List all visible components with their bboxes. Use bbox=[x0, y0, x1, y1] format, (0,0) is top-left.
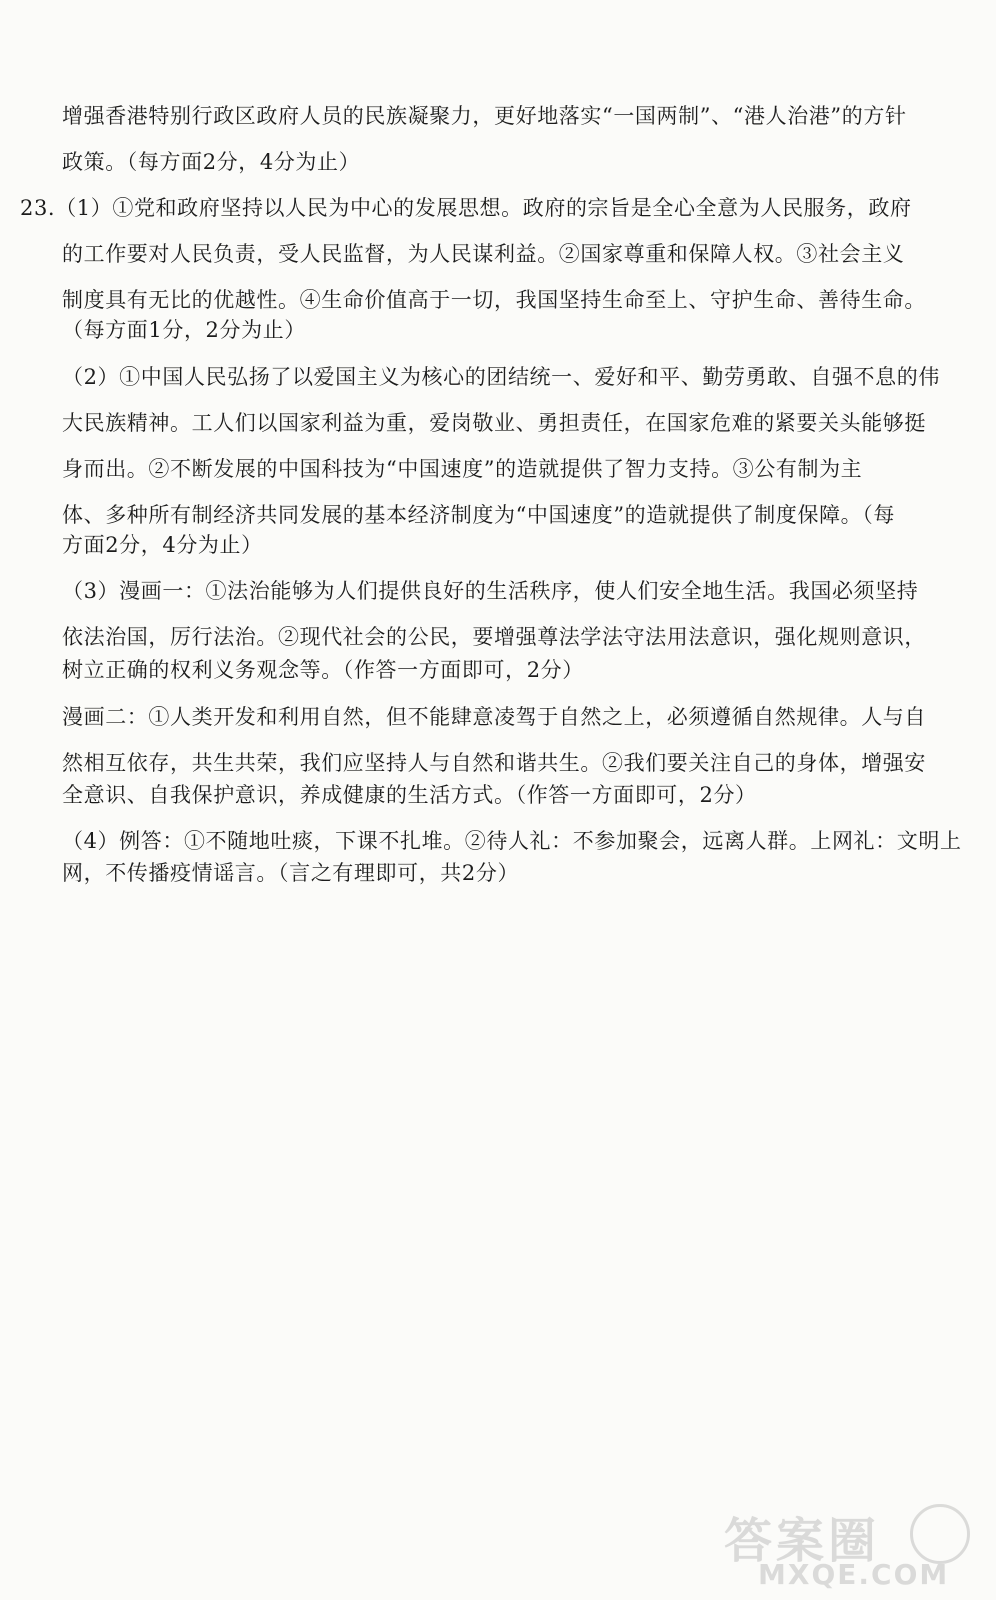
text-line: 全意识、自我保护意识，养成健康的生活方式。（作答一方面即可，2分） bbox=[62, 783, 757, 807]
text-line: 树立正确的权利义务观念等。（作答一方面即可，2分） bbox=[62, 658, 584, 682]
text-line: 的工作要对人民负责，受人民监督，为人民谋利益。②国家尊重和保障人权。③社会主义 bbox=[62, 242, 905, 266]
watermark-logo bbox=[718, 1502, 978, 1594]
text-line: 增强香港特别行政区政府人员的民族凝聚力，更好地落实“一国两制”、“港人治港”的方针 bbox=[62, 104, 907, 128]
question-23-line: 23.（1）①党和政府坚持以人民为中心的发展思想。政府的宗旨是全心全意为人民服务，政府 bbox=[20, 196, 912, 220]
text-line: 政策。（每方面2分，4分为止） bbox=[62, 150, 361, 174]
text-line: 依法治国，厉行法治。②现代社会的公民，要增强尊法学法守法用法意识，强化规则意识， bbox=[62, 625, 926, 649]
text-line: （每方面1分，2分为止） bbox=[62, 318, 306, 342]
text-line: 体、多种所有制经济共同发展的基本经济制度为“中国速度”的造就提供了制度保障。（每 bbox=[62, 503, 895, 527]
text-line: 漫画二：①人类开发和利用自然，但不能肆意凌驾于自然之上，必须遵循自然规律。人与自 bbox=[62, 705, 926, 729]
text-line: 大民族精神。工人们以国家利益为重，爱岗敬业、勇担责任，在国家危难的紧要关头能够挺 bbox=[62, 411, 926, 435]
watermark-en: MXQE.COM bbox=[758, 1558, 950, 1591]
text-line: 网，不传播疫情谣言。（言之有理即可，共2分） bbox=[62, 861, 520, 885]
text-line: 然相互依存，共生共荣，我们应坚持人与自然和谐共生。②我们要关注自己的身体，增强安 bbox=[62, 751, 926, 775]
watermark-cn: 答案圈 bbox=[724, 1513, 881, 1569]
text-line: （2）①中国人民弘扬了以爱国主义为核心的团结统一、爱好和平、勤劳勇敢、自强不息的伟 bbox=[62, 365, 940, 389]
text-line: （3）漫画一：①法治能够为人们提供良好的生活秩序，使人们安全地生活。我国必须坚持 bbox=[62, 579, 919, 603]
watermark-seal-icon bbox=[910, 1504, 970, 1564]
text-line: （4）例答：①不随地吐痰，下课不扎堆。②待人礼：不参加聚会，远离人群。上网礼：文明上 bbox=[62, 829, 962, 853]
text-line: 方面2分，4分为止） bbox=[62, 533, 263, 557]
text-line: 身而出。②不断发展的中国科技为“中国速度”的造就提供了智力支持。③公有制为主 bbox=[62, 457, 863, 481]
text-line: 制度具有无比的优越性。④生命价值高于一切，我国坚持生命至上、守护生命、善待生命。 bbox=[62, 288, 926, 312]
